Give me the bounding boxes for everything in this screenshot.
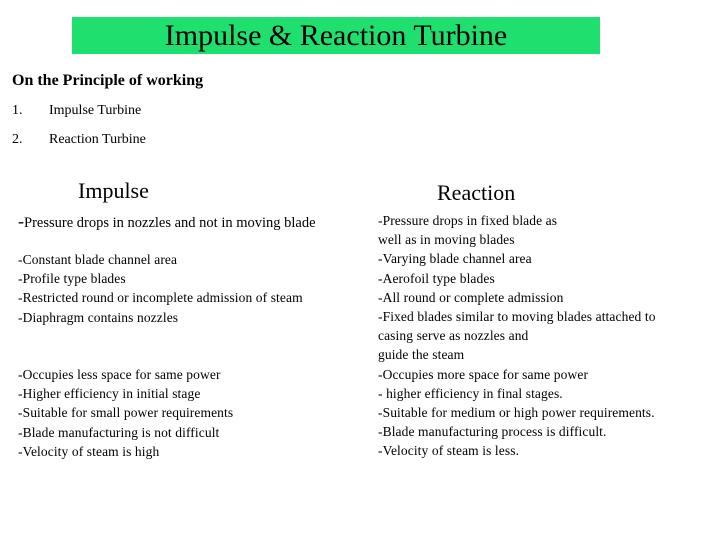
list-number: 2.	[12, 132, 23, 147]
reaction-line: -Varying blade channel area	[378, 251, 532, 267]
reaction-line: guide the steam	[378, 347, 465, 363]
impulse-line: -Occupies less space for same power	[18, 367, 221, 382]
impulse-block-2	[18, 365, 233, 461]
impulse-line: -Higher efficiency in initial stage	[18, 386, 201, 402]
subheading: On the Principle of working	[12, 72, 204, 89]
reaction-line: -Pressure drops in fixed blade as	[378, 213, 558, 228]
impulse-heading: Impulse	[78, 178, 149, 203]
impulse-line: -Blade manufacturing is not difficult	[18, 424, 220, 440]
impulse-line: -Velocity of steam is high	[18, 443, 160, 459]
reaction-line: -All round or complete admission	[378, 289, 564, 305]
impulse-block-1	[18, 250, 303, 327]
reaction-line: -Occupies more space for same power	[378, 366, 589, 382]
dash-glyph: -	[18, 211, 24, 231]
reaction-line: -Fixed blades similar to moving blades attached to	[378, 308, 656, 324]
list-label: Impulse Turbine	[49, 103, 142, 118]
reaction-line: - higher efficiency in final stages.	[378, 385, 563, 401]
reaction-line: -Suitable for medium or high power requirements.	[378, 404, 655, 420]
list-number: 1.	[12, 103, 23, 118]
reaction-line: well as in moving blades	[378, 232, 515, 248]
reaction-line: -Blade manufacturing process is difficult.	[378, 424, 607, 440]
impulse-line: -Suitable for small power requirements	[18, 405, 234, 421]
impulse-line: -Constant blade channel area	[18, 252, 178, 267]
title-banner	[72, 17, 600, 54]
reaction-line: -Aerofoil type blades	[378, 270, 495, 286]
impulse-first-line-text: Pressure drops in nozzles and not in moving blade	[24, 215, 316, 231]
impulse-line: -Profile type blades	[18, 271, 126, 287]
impulse-line: -Diaphragm contains nozzles	[18, 309, 179, 325]
impulse-line: -Restricted round or incomplete admission of steam	[18, 290, 303, 306]
reaction-line: casing serve as nozzles and	[378, 328, 529, 344]
reaction-block	[378, 211, 656, 460]
page-title: Impulse & Reaction Turbine	[164, 19, 508, 52]
reaction-line: -Velocity of steam is less.	[378, 443, 520, 459]
impulse-first-line	[18, 211, 316, 232]
reaction-heading: Reaction	[437, 180, 516, 205]
list-label: Reaction Turbine	[49, 132, 146, 147]
